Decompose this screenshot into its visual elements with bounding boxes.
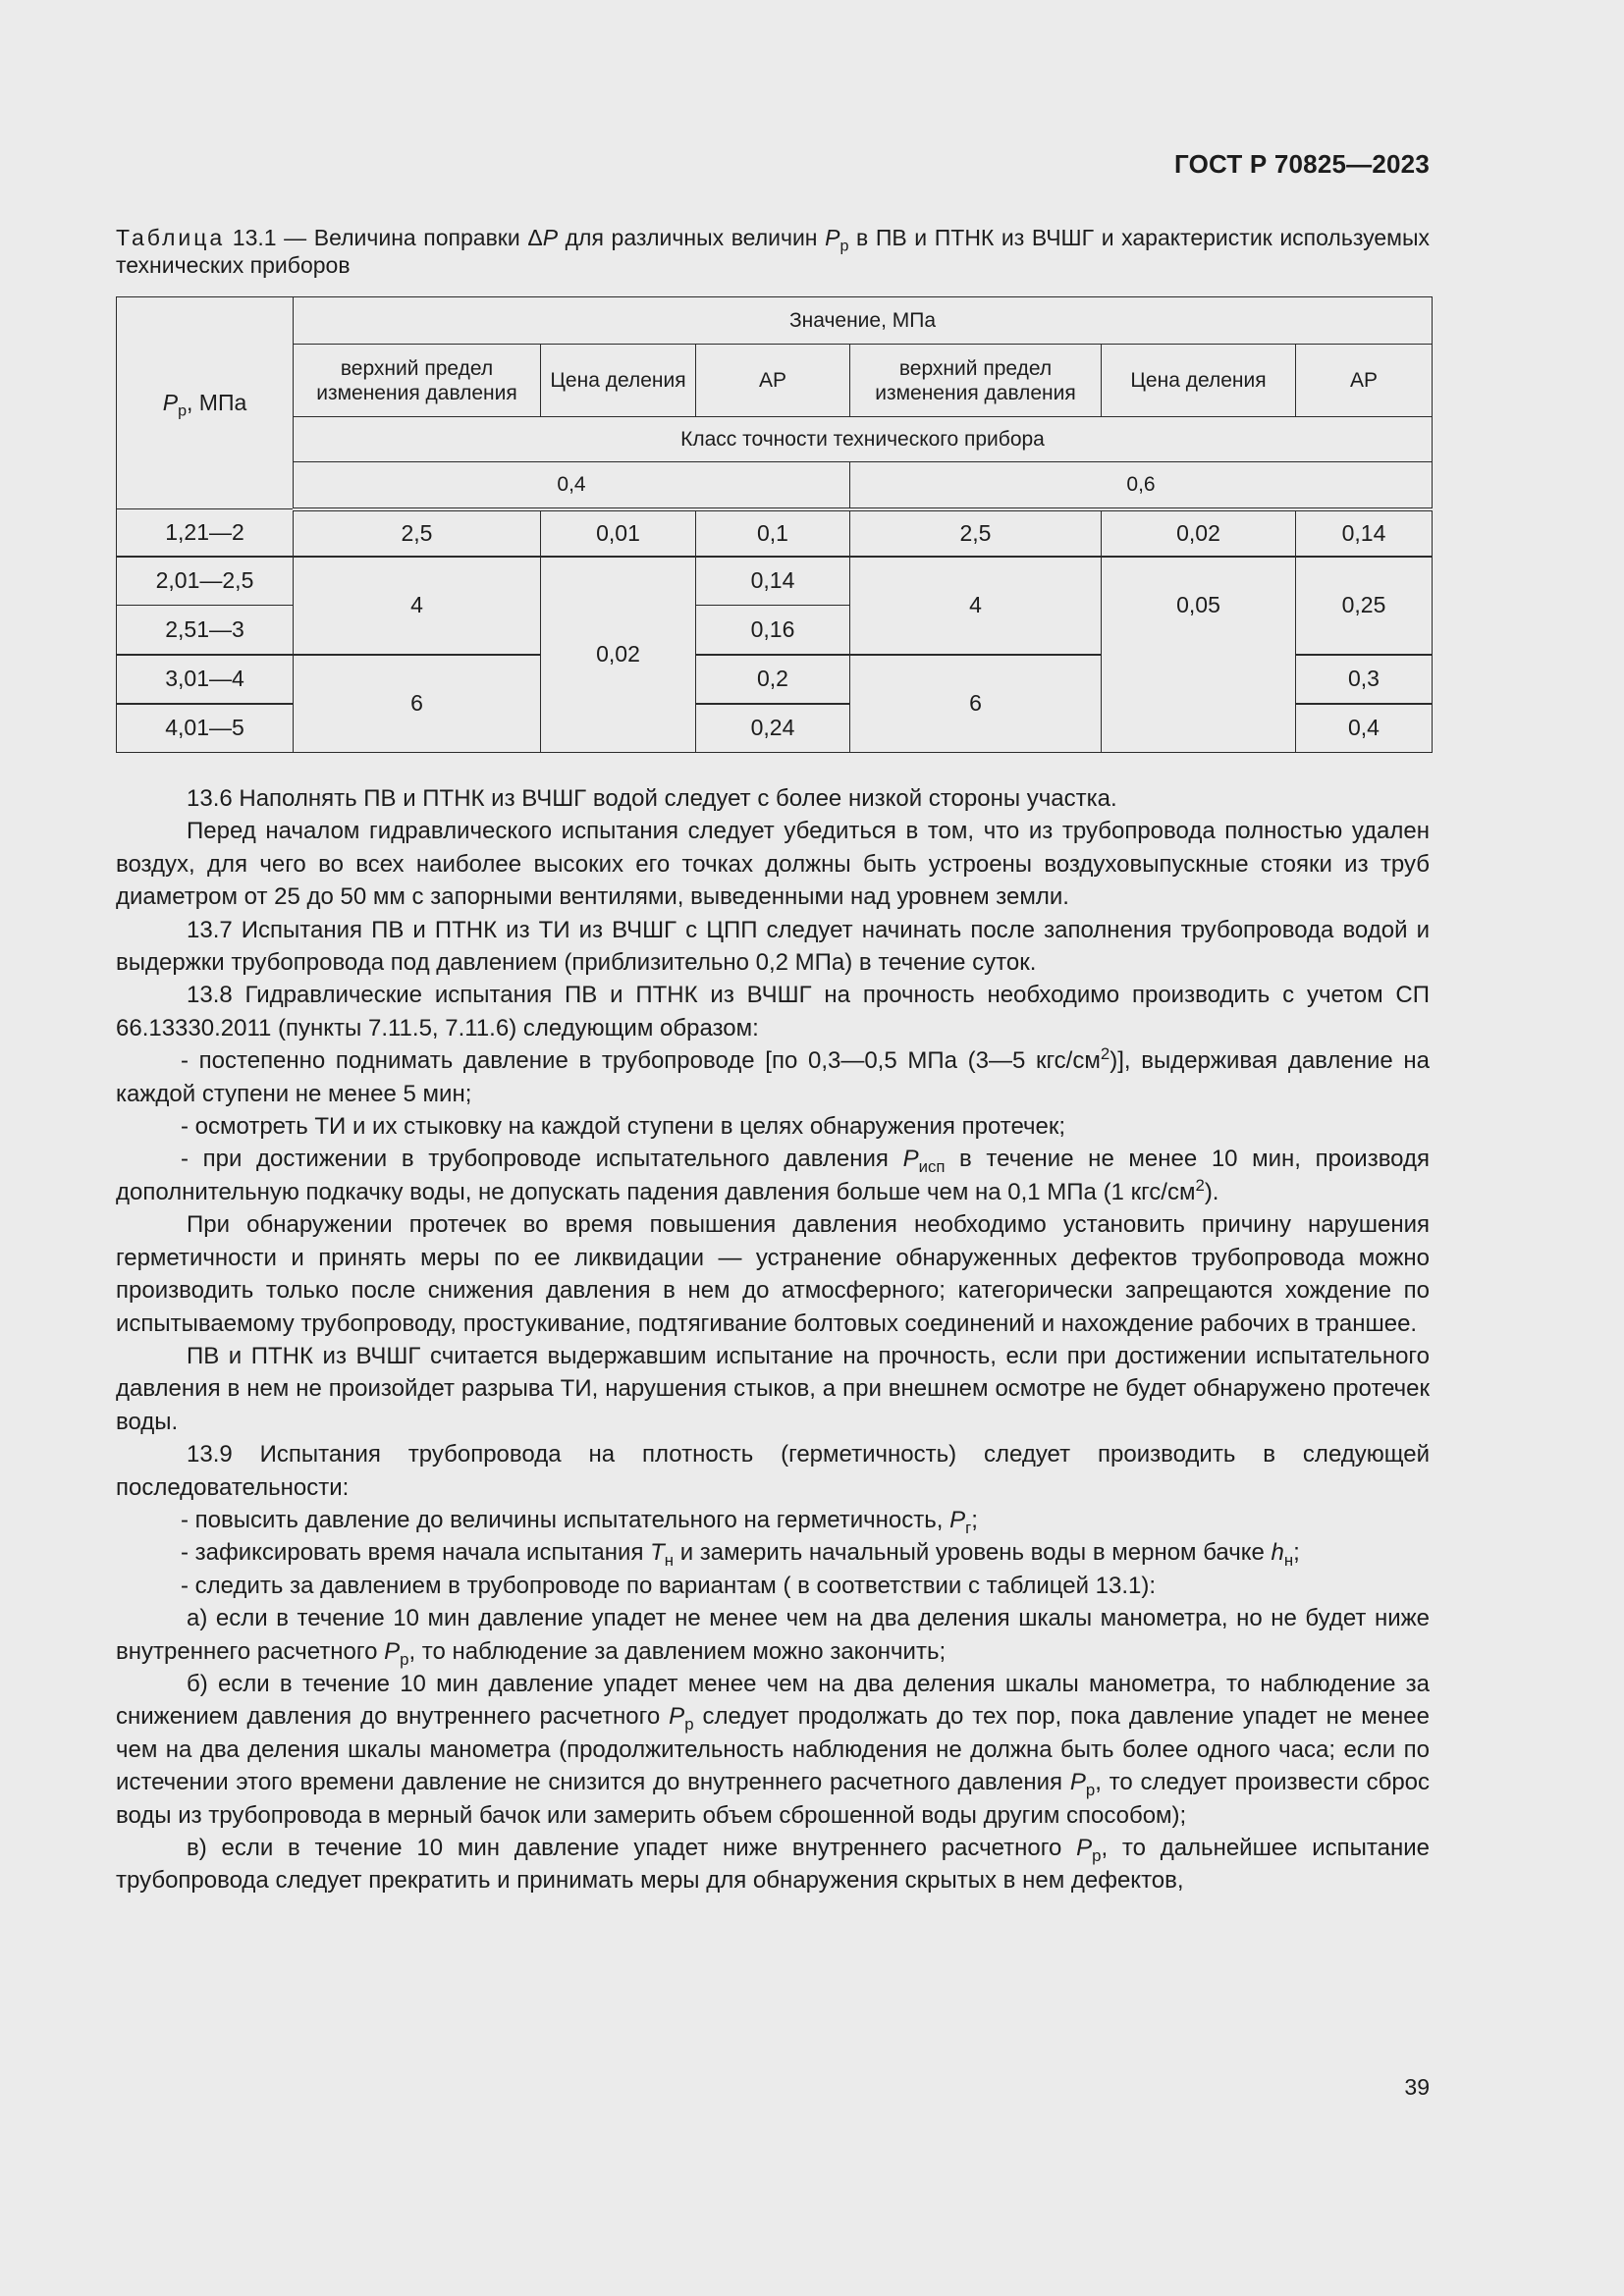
table-caption bbox=[116, 224, 1430, 279]
table-cell: 0,02 bbox=[541, 557, 696, 753]
caption-text-b: для различных величин bbox=[558, 225, 826, 250]
body-text bbox=[116, 782, 1430, 1897]
col-ap-06: АР bbox=[1296, 345, 1433, 417]
table-cell: 0,3 bbox=[1296, 655, 1433, 704]
table-row-pp: 1,21—2 bbox=[117, 509, 294, 557]
list-item: - следить за давлением в трубопроводе по вариантам ( в соответствии с таблицей 13.1): bbox=[181, 1572, 1157, 1599]
caption-sub: р bbox=[839, 237, 849, 255]
paragraph: При обнаружении протечек во время повышения давления необходимо установить причину нарушения герметичности и принять меры по ее ликвидации — устранение обнаруженных дефектов трубопровода можно производить только после снижения давления в нем до атмосферного; категорически запрещаются хождение по испытываемому трубопроводу, простукивание, подтягивание болтовых соединений и нахождение рабочих в траншее. bbox=[116, 1211, 1430, 1337]
list-item: - повысить давление до величины испытательного на герметичность, $Р_г$; bbox=[181, 1506, 978, 1537]
list-item: - при достижении в трубопроводе испытательного давления $Р_{исп}$ в течение не менее 10 мин, производя дополнительную подкачку воды, не допускать падения давления больше чем на 0,1 МПа (1 кгс/$см^2$). bbox=[116, 1146, 1430, 1205]
class-04: 0,4 bbox=[294, 462, 850, 509]
value-header: Значение, МПа bbox=[294, 297, 1433, 345]
table-cell: 0,01 bbox=[541, 509, 696, 557]
class-header: Класс точности технического прибора bbox=[294, 417, 1433, 462]
caption-text-a: 13.1 — Величина поправки Δ bbox=[225, 225, 543, 250]
paragraph: 13.6 Наполнять ПВ и ПТНК из ВЧШГ водой следует с более низкой стороны участка. bbox=[187, 785, 1117, 812]
list-item: - постепенно поднимать давление в трубопроводе [по 0,3—0,5 МПа (3—5 кгс/$см^2$)], выдерживая давление на каждой ступени не менее 5 мин; bbox=[116, 1044, 1431, 1107]
col-ap-04: АР bbox=[696, 345, 850, 417]
table-row-pp: 4,01—5 bbox=[117, 704, 294, 753]
caption-text-c: в ПВ и ПТНК из ВЧШГ и характеристик используемых технических приборов bbox=[116, 225, 1430, 278]
table-cell: 6 bbox=[850, 655, 1102, 753]
caption-p: P bbox=[542, 225, 559, 250]
list-item: б) если в течение 10 мин давление упадет менее чем на два деления шкалы манометра, то наблюдение за снижением давления до внутреннего расчетного $Р_р$ следует продолжать до тех пор, пока давление упадет не менее чем на два деления шкалы манометра (продолжительность наблюдения не должна быть более одного часа; если по истечении этого времени давление не снизится до внутреннего расчетного давления $Р_р$, то следует произвести сброс воды из трубопровода в мерный бачок или замерить объем сброшенной воды другим способом); bbox=[116, 1670, 1431, 1829]
list-item: - осмотреть ТИ и их стыковку на каждой ступени в целях обнаружения протечек; bbox=[181, 1113, 1066, 1141]
table-cell: 0,14 bbox=[1296, 509, 1433, 557]
page-number: 39 bbox=[1404, 2074, 1430, 2100]
table-cell: 0,16 bbox=[696, 606, 850, 655]
class-06: 0,6 bbox=[850, 462, 1433, 509]
table-row-pp: 2,01—2,5 bbox=[117, 557, 294, 606]
paragraph: Перед началом гидравлического испытания следует убедиться в том, что из трубопровода полностью удален воздух, для чего во всех наиболее высоких его точках должны быть устроены воздуховыпускные стояки из труб диаметром от 25 до 50 мм с запорными вентилями, выведенными над уровнем земли. bbox=[116, 818, 1430, 911]
col-price-04: Цена деления bbox=[541, 345, 696, 417]
correction-table bbox=[116, 296, 1433, 753]
table-row-pp: 3,01—4 bbox=[117, 655, 294, 704]
caption-p-symbol: Р bbox=[825, 225, 840, 250]
col-upper-04: верхний предел изменения давления bbox=[294, 345, 541, 417]
table-cell: 2,5 bbox=[294, 509, 541, 557]
caption-prefix: Таблица bbox=[116, 225, 226, 250]
paragraph: ПВ и ПТНК из ВЧШГ считается выдержавшим испытание на прочность, если при достижении испытательного давления в нем не произойдет разрыва ТИ, нарушения стыков, а при внешнем осмотре не будет обнаружено протечек воды. bbox=[116, 1342, 1430, 1435]
list-item: а) если в течение 10 мин давление упадет не менее чем на два деления шкалы манометра, но не будет ниже внутреннего расчетного $Р_р$, то наблюдение за давлением можно закончить; bbox=[116, 1605, 1430, 1669]
table-cell: 0,05 bbox=[1102, 557, 1296, 753]
table-cell: 0,14 bbox=[696, 557, 850, 606]
table-cell: 0,1 bbox=[696, 509, 850, 557]
col-upper-06: верхний предел изменения давления bbox=[850, 345, 1102, 417]
table-row-pp: 2,51—3 bbox=[117, 606, 294, 655]
paragraph: 13.8 Гидравлические испытания ПВ и ПТНК из ВЧШГ на прочность необходимо производить с учетом СП 66.13330.2011 (пункты 7.11.5, 7.11.6) следующим образом: bbox=[116, 982, 1430, 1041]
table-cell: 0,25 bbox=[1296, 557, 1433, 655]
col-price-06: Цена деления bbox=[1102, 345, 1296, 417]
table-cell: 0,24 bbox=[696, 704, 850, 753]
table-cell: 0,2 bbox=[696, 655, 850, 704]
table-cell: 0,4 bbox=[1296, 704, 1433, 753]
list-item: - зафиксировать время начала испытания $Т_н$ и замерить начальный уровень воды в мерном бачке $h_н$; bbox=[181, 1539, 1300, 1571]
table-cell: 2,5 bbox=[850, 509, 1102, 557]
pp-header-cell: $Р_р$, МПа bbox=[117, 297, 294, 509]
table-cell: 4 bbox=[294, 557, 541, 655]
paragraph: 13.7 Испытания ПВ и ПТНК из ТИ из ВЧШГ с ЦПП следует начинать после заполнения трубопровода водой и выдержки трубопровода под давлением (приблизительно 0,2 МПа) в течение суток. bbox=[116, 916, 1430, 977]
table-cell: 4 bbox=[850, 557, 1102, 655]
table-cell: 6 bbox=[294, 655, 541, 753]
list-item: в) если в течение 10 мин давление упадет ниже внутреннего расчетного $Р_р$, то дальнейшее испытание трубопровода следует прекратить и принимать меры для обнаружения скрытых в нем дефектов, bbox=[116, 1835, 1430, 1895]
standard-header: ГОСТ Р 70825—2023 bbox=[1174, 149, 1430, 179]
paragraph: 13.9 Испытания трубопровода на плотность (герметичность) следует производить в следующей последовательности: bbox=[116, 1441, 1430, 1501]
table-cell: 0,02 bbox=[1102, 509, 1296, 557]
